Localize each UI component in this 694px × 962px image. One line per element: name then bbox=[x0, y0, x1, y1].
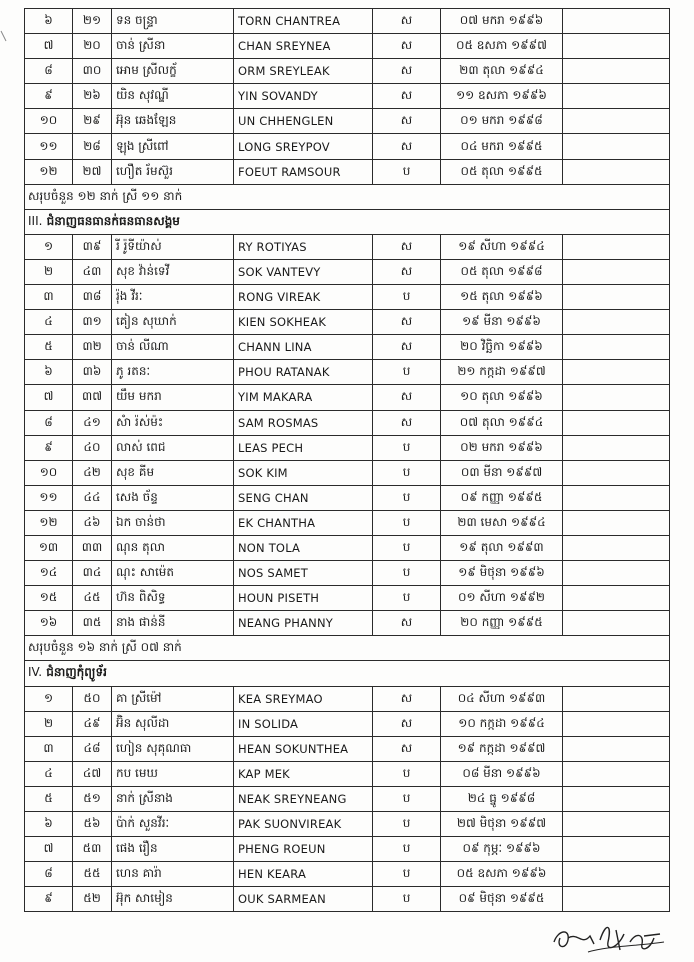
row-number-cell: ៩ bbox=[25, 84, 73, 109]
table-row bbox=[25, 159, 670, 184]
student-id-cell: ២៧ bbox=[73, 159, 112, 184]
date-of-birth-cell: ០៥ ឧសភា ១៩៩៦ bbox=[441, 862, 563, 887]
date-of-birth-cell: ២៣ តុលា ១៩៩៤ bbox=[441, 59, 563, 84]
row-number-cell: ៨ bbox=[25, 862, 73, 887]
latin-name-cell: YIM MAKARA bbox=[234, 385, 373, 410]
row-number-cell: ១០ bbox=[25, 109, 73, 134]
latin-name-cell: PHENG ROEUN bbox=[234, 837, 373, 862]
handwritten-signature bbox=[548, 912, 668, 956]
student-id-cell: ២១ bbox=[73, 9, 112, 34]
table-row bbox=[25, 34, 670, 59]
table-row bbox=[25, 134, 670, 159]
date-of-birth-cell: ០២ មករា ១៩៩៦ bbox=[441, 435, 563, 460]
signature-cell bbox=[563, 485, 670, 510]
row-number-cell: ១ bbox=[25, 686, 73, 711]
latin-name-cell: SAM ROSMAS bbox=[234, 410, 373, 435]
student-id-cell: ៣០ bbox=[73, 59, 112, 84]
gender-cell: ស bbox=[373, 34, 441, 59]
khmer-name-cell: ឡុង ស្រីពៅ bbox=[112, 134, 234, 159]
gender-cell: ប bbox=[373, 887, 441, 912]
signature-cell bbox=[563, 761, 670, 786]
khmer-name-cell: យឹម មករា bbox=[112, 385, 234, 410]
latin-name-cell: NEANG PHANNY bbox=[234, 611, 373, 636]
khmer-name-cell: អ៊ុន ឆេងឡែន bbox=[112, 109, 234, 134]
student-id-cell: ៤៤ bbox=[73, 485, 112, 510]
row-number-cell: ៩ bbox=[25, 887, 73, 912]
latin-name-cell: KAP MEK bbox=[234, 761, 373, 786]
gender-cell: ប bbox=[373, 561, 441, 586]
khmer-name-cell: ហៀន សុគុណធា bbox=[112, 736, 234, 761]
date-of-birth-cell: ០១ សីហា ១៩៩២ bbox=[441, 586, 563, 611]
signature-cell bbox=[563, 335, 670, 360]
table-row bbox=[25, 761, 670, 786]
date-of-birth-cell: ០១ មករា ១៩៩៨ bbox=[441, 109, 563, 134]
date-of-birth-cell: ០៥ ឧសភា ១៩៩៧ bbox=[441, 34, 563, 59]
student-id-cell: ៤០ bbox=[73, 435, 112, 460]
date-of-birth-cell: ០៨ មីនា ១៩៩៦ bbox=[441, 761, 563, 786]
latin-name-cell: NON TOLA bbox=[234, 535, 373, 560]
signature-cell bbox=[563, 686, 670, 711]
student-id-cell: ៤១ bbox=[73, 410, 112, 435]
table-row bbox=[25, 335, 670, 360]
latin-name-cell: LONG SREYPOV bbox=[234, 134, 373, 159]
signature-cell bbox=[563, 159, 670, 184]
khmer-name-cell: លាស់ ពេជ bbox=[112, 435, 234, 460]
gender-cell: ស bbox=[373, 109, 441, 134]
table-row bbox=[25, 285, 670, 310]
table-row bbox=[25, 234, 670, 259]
table-row bbox=[25, 862, 670, 887]
row-number-cell: ៤ bbox=[25, 310, 73, 335]
signature-cell bbox=[563, 385, 670, 410]
khmer-name-cell: កប មេឃ bbox=[112, 761, 234, 786]
latin-name-cell: PAK SUONVIREAK bbox=[234, 812, 373, 837]
student-id-cell: ៣៤ bbox=[73, 561, 112, 586]
table-row bbox=[25, 837, 670, 862]
latin-name-cell: YIN SOVANDY bbox=[234, 84, 373, 109]
gender-cell: ស bbox=[373, 84, 441, 109]
table-row bbox=[25, 310, 670, 335]
table-row bbox=[25, 711, 670, 736]
signature-cell bbox=[563, 360, 670, 385]
section-header bbox=[25, 209, 670, 234]
row-number-cell: ២ bbox=[25, 259, 73, 284]
date-of-birth-cell: ០៤ សីហា ១៩៩៣ bbox=[441, 686, 563, 711]
row-number-cell: ១១ bbox=[25, 134, 73, 159]
student-id-cell: ៣៥ bbox=[73, 611, 112, 636]
table-row bbox=[25, 561, 670, 586]
khmer-name-cell: ប៉ាក់ សួនវីរៈ bbox=[112, 812, 234, 837]
gender-cell: ស bbox=[373, 410, 441, 435]
khmer-name-cell: ឯក ចាន់ថា bbox=[112, 510, 234, 535]
gender-cell: ស bbox=[373, 335, 441, 360]
student-id-cell: ៣៦ bbox=[73, 360, 112, 385]
student-id-cell: ៣១ bbox=[73, 310, 112, 335]
signature-cell bbox=[563, 109, 670, 134]
table-row bbox=[25, 812, 670, 837]
date-of-birth-cell: ០៧ មករា ១៩៩៦ bbox=[441, 9, 563, 34]
student-id-cell: ៤៨ bbox=[73, 736, 112, 761]
student-id-cell: ៥០ bbox=[73, 686, 112, 711]
gender-cell: ប bbox=[373, 285, 441, 310]
table-row bbox=[25, 485, 670, 510]
latin-name-cell: RONG VIREAK bbox=[234, 285, 373, 310]
row-number-cell: ៩ bbox=[25, 435, 73, 460]
student-list-table bbox=[24, 8, 670, 912]
row-number-cell: ១២ bbox=[25, 159, 73, 184]
table-row bbox=[25, 385, 670, 410]
table-row bbox=[25, 686, 670, 711]
latin-name-cell: KIEN SOKHEAK bbox=[234, 310, 373, 335]
date-of-birth-cell: ១៩ មិថុនា ១៩៩៦ bbox=[441, 561, 563, 586]
table-row bbox=[25, 259, 670, 284]
signature-cell bbox=[563, 611, 670, 636]
khmer-name-cell: ណុន តុលា bbox=[112, 535, 234, 560]
khmer-name-cell: អ៊ុក សាមៀន bbox=[112, 887, 234, 912]
date-of-birth-cell: ១១ ឧសភា ១៩៩៦ bbox=[441, 84, 563, 109]
latin-name-cell: LEAS PECH bbox=[234, 435, 373, 460]
khmer-name-cell: សុខ គីម bbox=[112, 460, 234, 485]
gender-cell: ស bbox=[373, 736, 441, 761]
student-id-cell: ៥៣ bbox=[73, 837, 112, 862]
gender-cell: ប bbox=[373, 586, 441, 611]
student-id-cell: ៤៥ bbox=[73, 586, 112, 611]
gender-cell: ស bbox=[373, 611, 441, 636]
signature-cell bbox=[563, 460, 670, 485]
date-of-birth-cell: ០៩ មិថុនា ១៩៩៥ bbox=[441, 887, 563, 912]
summary-text: សរុបចំនួន ១២ នាក់ ស្រី ១១ នាក់ bbox=[25, 184, 670, 209]
table-row bbox=[25, 435, 670, 460]
student-id-cell: ៥១ bbox=[73, 786, 112, 811]
table-row bbox=[25, 786, 670, 811]
gender-cell: ស bbox=[373, 310, 441, 335]
signature-cell bbox=[563, 59, 670, 84]
row-number-cell: ៨ bbox=[25, 410, 73, 435]
student-id-cell: ៤២ bbox=[73, 460, 112, 485]
signature-cell bbox=[563, 711, 670, 736]
latin-name-cell: OUK SARMEAN bbox=[234, 887, 373, 912]
row-number-cell: ៣ bbox=[25, 736, 73, 761]
signature-cell bbox=[563, 535, 670, 560]
khmer-name-cell: សេង ច័ន្ទ bbox=[112, 485, 234, 510]
section-title: ជំនាញកុំព្យូទ័រ bbox=[46, 665, 107, 680]
khmer-name-cell: យិន សុវណ្ឌី bbox=[112, 84, 234, 109]
student-id-cell: ៣៣ bbox=[73, 535, 112, 560]
khmer-name-cell: ផេង រឿន bbox=[112, 837, 234, 862]
date-of-birth-cell: ២៣ មេសា ១៩៩៤ bbox=[441, 510, 563, 535]
student-id-cell: ៣៩ bbox=[73, 234, 112, 259]
signature-cell bbox=[563, 285, 670, 310]
table-row bbox=[25, 59, 670, 84]
gender-cell: ប bbox=[373, 862, 441, 887]
signature-cell bbox=[563, 561, 670, 586]
row-number-cell: ៦ bbox=[25, 360, 73, 385]
signature-cell bbox=[563, 435, 670, 460]
date-of-birth-cell: ១០ កក្កដា ១៩៩៤ bbox=[441, 711, 563, 736]
signature-cell bbox=[563, 310, 670, 335]
latin-name-cell: PHOU RATANAK bbox=[234, 360, 373, 385]
latin-name-cell: SENG CHAN bbox=[234, 485, 373, 510]
row-number-cell: ១៤ bbox=[25, 561, 73, 586]
date-of-birth-cell: ០៧ តុលា ១៩៩៤ bbox=[441, 410, 563, 435]
signature-cell bbox=[563, 586, 670, 611]
latin-name-cell: CHANN LINA bbox=[234, 335, 373, 360]
gender-cell: ប bbox=[373, 812, 441, 837]
row-number-cell: ២ bbox=[25, 711, 73, 736]
date-of-birth-cell: ១៩ តុលា ១៩៩៣ bbox=[441, 535, 563, 560]
section-header bbox=[25, 661, 670, 686]
section-header-row bbox=[25, 209, 670, 234]
summary-text: សរុបចំនួន ១៦ នាក់ ស្រី ០៧ នាក់ bbox=[25, 636, 670, 661]
gender-cell: ប bbox=[373, 435, 441, 460]
student-id-cell: ៤៦ bbox=[73, 510, 112, 535]
row-number-cell: ៦ bbox=[25, 9, 73, 34]
khmer-name-cell: ហ៊ន ពិសិទ្ធ bbox=[112, 586, 234, 611]
signature-cell bbox=[563, 887, 670, 912]
table-row bbox=[25, 510, 670, 535]
row-number-cell: ១១ bbox=[25, 485, 73, 510]
row-number-cell: ៤ bbox=[25, 761, 73, 786]
gender-cell: ស bbox=[373, 686, 441, 711]
khmer-name-cell: ហឿត រ័មស៊ួរ bbox=[112, 159, 234, 184]
gender-cell: ប bbox=[373, 761, 441, 786]
gender-cell: ស bbox=[373, 59, 441, 84]
row-number-cell: ១០ bbox=[25, 460, 73, 485]
latin-name-cell: TORN CHANTREA bbox=[234, 9, 373, 34]
student-id-cell: ៥២ bbox=[73, 887, 112, 912]
signature-cell bbox=[563, 786, 670, 811]
summary-row bbox=[25, 636, 670, 661]
gender-cell: ប bbox=[373, 786, 441, 811]
signature-cell bbox=[563, 837, 670, 862]
signature-cell bbox=[563, 9, 670, 34]
table-row bbox=[25, 84, 670, 109]
latin-name-cell: HEAN SOKUNTHEA bbox=[234, 736, 373, 761]
row-number-cell: ៥ bbox=[25, 335, 73, 360]
table-row bbox=[25, 460, 670, 485]
gender-cell: ប bbox=[373, 510, 441, 535]
signature-cell bbox=[563, 84, 670, 109]
student-id-cell: ៥៥ bbox=[73, 862, 112, 887]
date-of-birth-cell: ០៤ មករា ១៩៩៥ bbox=[441, 134, 563, 159]
row-number-cell: ៧ bbox=[25, 385, 73, 410]
row-number-cell: ១៣ bbox=[25, 535, 73, 560]
khmer-name-cell: នាង ផាន់នី bbox=[112, 611, 234, 636]
row-number-cell: ៧ bbox=[25, 837, 73, 862]
gender-cell: ស bbox=[373, 259, 441, 284]
date-of-birth-cell: ១៩ កក្កដា ១៩៩៧ bbox=[441, 736, 563, 761]
latin-name-cell: KEA SREYMAO bbox=[234, 686, 373, 711]
student-id-cell: ២៦ bbox=[73, 84, 112, 109]
date-of-birth-cell: ២៤ ធ្នូ ១៩៩៨ bbox=[441, 786, 563, 811]
gender-cell: ស bbox=[373, 385, 441, 410]
summary-row bbox=[25, 184, 670, 209]
table-row bbox=[25, 736, 670, 761]
khmer-name-cell: ចាន់ លីណា bbox=[112, 335, 234, 360]
row-number-cell: ៥ bbox=[25, 786, 73, 811]
khmer-name-cell: ណុះ សាម៉េត bbox=[112, 561, 234, 586]
student-id-cell: ៣៨ bbox=[73, 285, 112, 310]
table-row bbox=[25, 9, 670, 34]
row-number-cell: ៣ bbox=[25, 285, 73, 310]
khmer-name-cell: គៀន សុឃាក់ bbox=[112, 310, 234, 335]
gender-cell: ប bbox=[373, 837, 441, 862]
date-of-birth-cell: ១៥ តុលា ១៩៩៦ bbox=[441, 285, 563, 310]
student-id-cell: ៣៧ bbox=[73, 385, 112, 410]
signature-cell bbox=[563, 34, 670, 59]
date-of-birth-cell: ០៥ តុលា ១៩៩៨ bbox=[441, 259, 563, 284]
gender-cell: ស bbox=[373, 711, 441, 736]
table-row bbox=[25, 410, 670, 435]
section-header-row bbox=[25, 661, 670, 686]
khmer-name-cell: អោម ស្រីលក្ខ័ bbox=[112, 59, 234, 84]
row-number-cell: ១២ bbox=[25, 510, 73, 535]
row-number-cell: ៨ bbox=[25, 59, 73, 84]
date-of-birth-cell: ១០ តុលា ១៩៩៦ bbox=[441, 385, 563, 410]
khmer-name-cell: ទន ចន្ទ្រា bbox=[112, 9, 234, 34]
date-of-birth-cell: ១៩ សីហា ១៩៩៤ bbox=[441, 234, 563, 259]
row-number-cell: ១៥ bbox=[25, 586, 73, 611]
date-of-birth-cell: ២០ កញ្ញា ១៩៩៥ bbox=[441, 611, 563, 636]
latin-name-cell: HOUN PISETH bbox=[234, 586, 373, 611]
student-id-cell: ២០ bbox=[73, 34, 112, 59]
latin-name-cell: SOK KIM bbox=[234, 460, 373, 485]
table-row bbox=[25, 887, 670, 912]
latin-name-cell: NEAK SREYNEANG bbox=[234, 786, 373, 811]
date-of-birth-cell: ២១ កក្កដា ១៩៩៧ bbox=[441, 360, 563, 385]
date-of-birth-cell: ១៩ មីនា ១៩៩៦ bbox=[441, 310, 563, 335]
signature-cell bbox=[563, 862, 670, 887]
scan-edge-mark bbox=[0, 30, 8, 42]
student-id-cell: ២៩ bbox=[73, 109, 112, 134]
date-of-birth-cell: ០៣ មីនា ១៩៩៧ bbox=[441, 460, 563, 485]
row-number-cell: ១ bbox=[25, 234, 73, 259]
latin-name-cell: ORM SREYLEAK bbox=[234, 59, 373, 84]
khmer-name-cell: ភូ រតនៈ bbox=[112, 360, 234, 385]
student-id-cell: ៤៧ bbox=[73, 761, 112, 786]
gender-cell: ស bbox=[373, 9, 441, 34]
date-of-birth-cell: ២៧ មិថុនា ១៩៩៧ bbox=[441, 812, 563, 837]
table-row bbox=[25, 611, 670, 636]
gender-cell: ប bbox=[373, 460, 441, 485]
student-id-cell: ៤៣ bbox=[73, 259, 112, 284]
latin-name-cell: IN SOLIDA bbox=[234, 711, 373, 736]
row-number-cell: ៧ bbox=[25, 34, 73, 59]
section-title: ជំនាញធនធានក់ធនធានសង្គម bbox=[46, 213, 180, 228]
gender-cell: ប bbox=[373, 159, 441, 184]
khmer-name-cell: រី រ៉ូទីយ៉ាស់ bbox=[112, 234, 234, 259]
latin-name-cell: UN CHHENGLEN bbox=[234, 109, 373, 134]
khmer-name-cell: សំា រ៉ស់ម៉ះ bbox=[112, 410, 234, 435]
gender-cell: ប bbox=[373, 485, 441, 510]
latin-name-cell: CHAN SREYNEA bbox=[234, 34, 373, 59]
date-of-birth-cell: ២០ វិច្ឆិកា ១៩៩៦ bbox=[441, 335, 563, 360]
signature-cell bbox=[563, 410, 670, 435]
khmer-name-cell: នាក់ ស្រីនាង bbox=[112, 786, 234, 811]
gender-cell: ប bbox=[373, 535, 441, 560]
date-of-birth-cell: ០៩ កុម្ភៈ ១៩៩៦ bbox=[441, 837, 563, 862]
gender-cell: ស bbox=[373, 134, 441, 159]
table-row bbox=[25, 586, 670, 611]
signature-cell bbox=[563, 812, 670, 837]
latin-name-cell: NOS SAMET bbox=[234, 561, 373, 586]
signature-cell bbox=[563, 134, 670, 159]
table-row bbox=[25, 109, 670, 134]
student-id-cell: ២៨ bbox=[73, 134, 112, 159]
latin-name-cell: SOK VANTEVY bbox=[234, 259, 373, 284]
khmer-name-cell: រ៉ុង វីរៈ bbox=[112, 285, 234, 310]
latin-name-cell: EK CHANTHA bbox=[234, 510, 373, 535]
latin-name-cell: HEN KEARA bbox=[234, 862, 373, 887]
student-id-cell: ៥៦ bbox=[73, 812, 112, 837]
gender-cell: ប bbox=[373, 360, 441, 385]
section-number: IV. bbox=[28, 665, 43, 680]
khmer-name-cell: គា ស្រីម៉ៅ bbox=[112, 686, 234, 711]
table-row bbox=[25, 535, 670, 560]
date-of-birth-cell: ០៩ កញ្ញា ១៩៩៥ bbox=[441, 485, 563, 510]
latin-name-cell: FOEUT RAMSOUR bbox=[234, 159, 373, 184]
row-number-cell: ១៦ bbox=[25, 611, 73, 636]
signature-cell bbox=[563, 259, 670, 284]
gender-cell: ស bbox=[373, 234, 441, 259]
student-id-cell: ៤៩ bbox=[73, 711, 112, 736]
signature-cell bbox=[563, 510, 670, 535]
khmer-name-cell: សុខ វ៉ាន់ទេវី bbox=[112, 259, 234, 284]
signature-cell bbox=[563, 234, 670, 259]
latin-name-cell: RY ROTIYAS bbox=[234, 234, 373, 259]
student-id-cell: ៣២ bbox=[73, 335, 112, 360]
table-row bbox=[25, 360, 670, 385]
section-number: III. bbox=[28, 213, 43, 228]
khmer-name-cell: អ៊ិន សុលីដា bbox=[112, 711, 234, 736]
signature-cell bbox=[563, 736, 670, 761]
row-number-cell: ៦ bbox=[25, 812, 73, 837]
date-of-birth-cell: ០៥ តុលា ១៩៩៥ bbox=[441, 159, 563, 184]
khmer-name-cell: ហេន គារ៉ា bbox=[112, 862, 234, 887]
khmer-name-cell: ចាន់ ស្រីនា bbox=[112, 34, 234, 59]
